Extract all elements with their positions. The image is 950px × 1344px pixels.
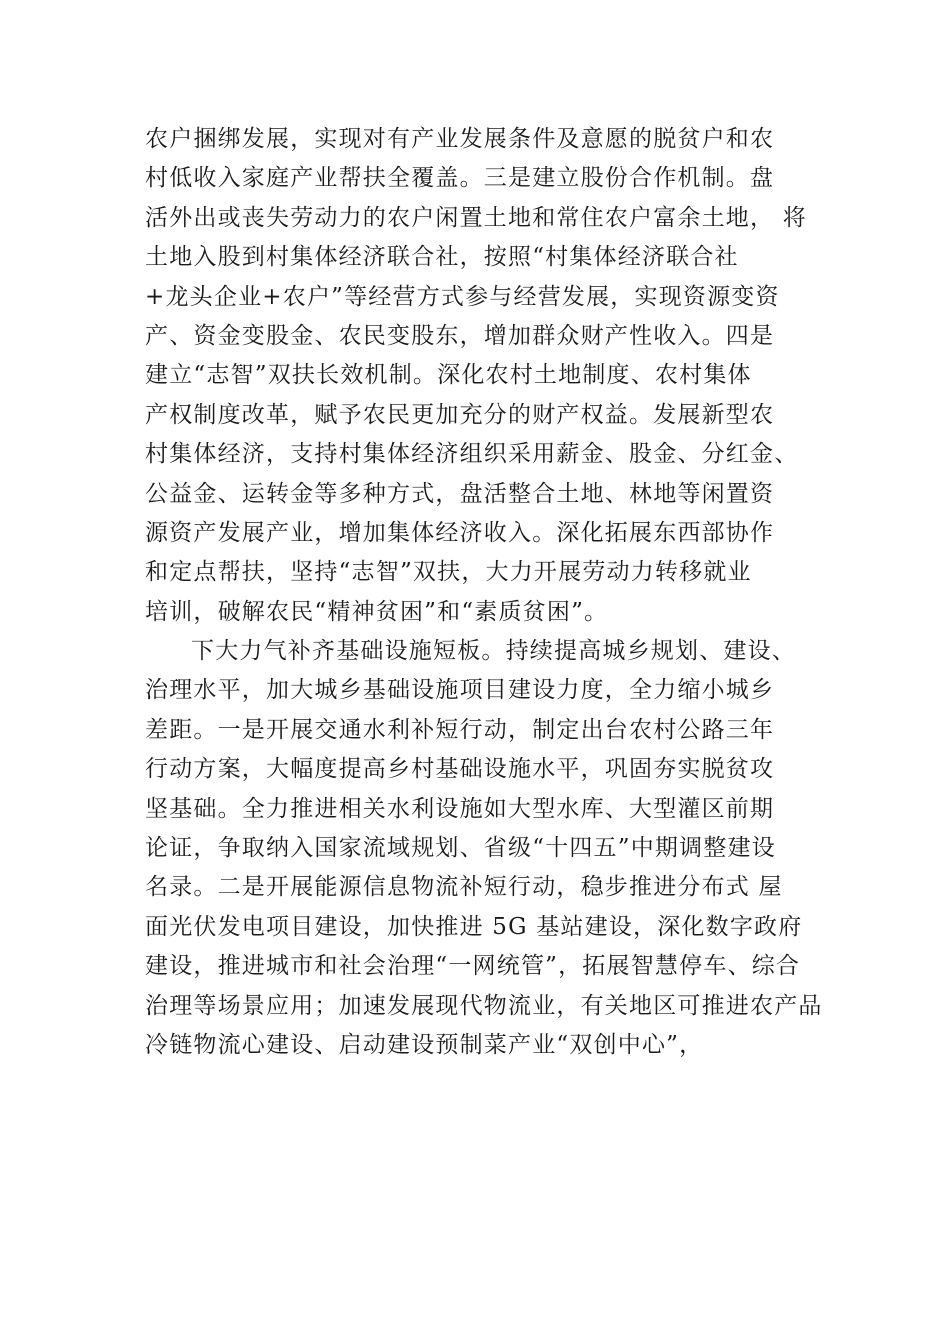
text-line: 土地入股到村集体经济联合社，按照“村集体经济联合社	[145, 244, 739, 271]
text-line: 产、资金变股金、农民变股东，增加群众财产性收入。四是	[145, 322, 775, 349]
text-line: 治理等场景应用；加速发展现代物流业，有关地区可推进农产品	[145, 992, 823, 1019]
text-line: 公益金、运转金等多种方式，盘活整合土地、林地等闲置资	[145, 480, 775, 507]
text-line: 村低收入家庭产业帮扶全覆盖。三是建立股份合作机制。盘	[145, 165, 775, 192]
text-line: 差距。一是开展交通水利补短行动，制定出台农村公路三年	[145, 716, 775, 743]
text-line: 建设，推进城市和社会治理“一网统管”，拓展智慧停车、综合	[145, 953, 801, 980]
text-line: 名录。二是开展能源信息物流补短行动，稳步推进分布式 屋	[145, 874, 783, 901]
text-line: 活外出或丧失劳动力的农户闲置土地和常住农户富余土地， 将	[145, 204, 807, 231]
text-line: 面光伏发电项目建设，加快推进 5G 基站建设，深化数字政府	[145, 913, 803, 940]
text-line: 治理水平，加大城乡基础设施项目建设力度，全力缩小城乡	[145, 677, 775, 704]
text-line: 产权制度改革，赋予农民更加充分的财产权益。发展新型农	[145, 401, 775, 428]
text-line: 下大力气补齐基础设施短板。持续提高城乡规划、建设、	[191, 638, 796, 665]
text-line: 和定点帮扶，坚持“志智”双扶，大力开展劳动力转移就业	[145, 559, 752, 586]
paragraph-1	[145, 120, 835, 632]
text-line: 源资产发展产业，增加集体经济收入。深化拓展东西部协作	[145, 519, 775, 546]
text-line: 论证，争取纳入国家流域规划、省级“十四五”中期调整建设	[145, 835, 776, 862]
text-line: 坚基础。全力推进相关水利设施如大型水库、大型灌区前期	[145, 795, 775, 822]
text-line: 冷链物流心建设、启动建设预制菜产业“双创中心”，	[145, 1031, 704, 1058]
text-line: 建立“志智”双扶长效机制。深化农村土地制度、农村集体	[145, 362, 752, 389]
text-line: 培训，破解农民“精神贫困”和“素质贫困”。	[145, 598, 609, 625]
paragraph-2	[145, 632, 835, 1065]
text-line: 村集体经济，支持村集体经济组织采用薪金、股金、分红金、	[145, 441, 799, 468]
body-text	[145, 120, 835, 1065]
text-line: 农户捆绑发展，实现对有产业发展条件及意愿的脱贫户和农	[145, 126, 775, 152]
text-line: 行动方案，大幅度提高乡村基础设施水平，巩固夯实脱贫攻	[145, 756, 775, 783]
text-line: +龙头企业+农户”等经营方式参与经营发展，实现资源变资	[145, 283, 780, 310]
